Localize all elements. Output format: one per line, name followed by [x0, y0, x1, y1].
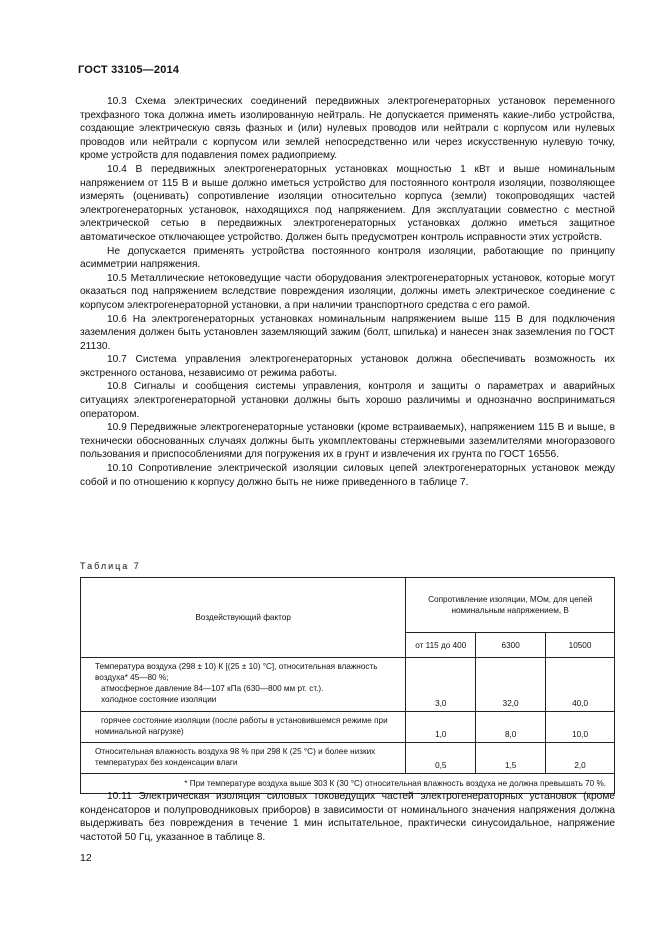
column-header-voltage: от 115 до 400 — [406, 633, 476, 658]
paragraph-10-7: 10.7 Система управления электрогенераторных установок должна обеспечивать возможность их экстренного останова, независимо от режима работы. — [80, 354, 615, 379]
paragraph-10-10: 10.10 Сопротивление электрической изоляции силовых цепей электрогенераторных установок между собой и по отношению к корпусу должно быть не ниже приведенного в таблице 7. — [80, 463, 615, 488]
factor-line: холодное состояние изоляции — [101, 695, 217, 704]
body-text — [80, 95, 615, 489]
factor-line: Температура воздуха (298 ± 10) К [(25 ± 10) °С], относительная влажность воздуха* 45—80 %; — [95, 662, 378, 682]
value-cell: 8,0 — [476, 712, 546, 743]
factor-line: атмосферное давление 84—107 кПа (630—800 мм рт. ст.). — [101, 684, 324, 693]
factor-line: Относительная влажность воздуха 98 % при 298 К (25 °С) и более низких температурах без конденсации влаги — [95, 747, 376, 767]
table-footnote: * При температуре воздуха выше 303 К (30 °С) относительная влажность воздуха не должна превышать 70 %. — [81, 774, 615, 794]
paragraph-10-8: 10.8 Сигналы и сообщения системы управления, контроля и защиты о параметрах и аварийных ситуациях электрогенераторной установки должны быть хорошо различимы и однозначно восприниматься оператором. — [80, 381, 615, 420]
column-header-voltage: 10500 — [546, 633, 615, 658]
paragraph-10-4-note: Не допускается применять устройства постоянного контроля изоляции, работающие по принципу асимметрии напряжения. — [80, 245, 615, 271]
factor-cell — [81, 712, 406, 743]
paragraph-10-11: 10.11 Электрическая изоляция силовых токоведущих частей электрогенераторных установок (кроме конденсаторов и полупроводниковых приборов) в зависимости от номинального значения напряжения должна выдерживать без повреждения в течение 1 мин испытательное, практически синусоидальное, напряжение частотой 50 Гц, указанное в таблице 8. — [80, 791, 615, 843]
paragraph-10-5: 10.5 Металлические нетоковедущие части оборудования электрогенераторных установок, которые могут оказаться под напряжением вследствие повреждения изоляции, должны иметь электрическое соединение с корпусом электрогенераторной установки, а при наличии транспортного средства с его рамой. — [80, 272, 615, 311]
table-caption: Таблица 7 — [80, 561, 141, 571]
paragraph-10-9: 10.9 Передвижные электрогенераторные установки (кроме встраиваемых), напряжением 115 В и выше, в технически обоснованных случаях должны быть укомплектованы стержневыми заземлителями многоразового пользования и приспособлениями для погружения их в грунт и извлечения их грунта по ГОСТ 16556. — [80, 422, 615, 461]
table-row — [81, 743, 615, 774]
value-cell: 2,0 — [546, 743, 615, 774]
table-row — [81, 658, 615, 712]
factor-line: горячее состояние изоляции (после работы в установившемся режиме при номинальной нагрузке) — [95, 716, 388, 736]
column-header-factor: Воздействующий фактор — [81, 578, 406, 658]
value-cell: 3,0 — [406, 658, 476, 712]
factor-cell — [81, 658, 406, 712]
paragraph-10-3: 10.3 Схема электрических соединений передвижных электрогенераторных установок переменного трехфазного тока должна иметь изолированную нейтраль. Не допускается применять какие-либо устройства, создающие электрическую связь фазных и (или) нулевых проводов или нейтрали с корпусом или нулевых проводов или нейтрали с корпусом или землей непосредственно или через искусственную нулевую точку, кроме устройств для подавления помех радиоприему. — [80, 96, 615, 162]
document-header: ГОСТ 33105—2014 — [78, 64, 180, 76]
value-cell: 1,0 — [406, 712, 476, 743]
page-number: 12 — [80, 852, 92, 864]
paragraph-10-4: 10.4 В передвижных электрогенераторных установках мощностью 1 кВт и выше номинальным напряжением от 115 В и выше должно иметься устройство для постоянного контроля изоляции, позволяющее измерять (оценивать) сопротивление изоляции относительно корпуса (земли) токопроводящих частей электрогенераторных установок, находящихся под напряжением. Для эксплуатации совместно с местной электрической сетью в передвижных электрогенераторных установках должно иметься защитное автоматическое отключающее устройство. Должен быть предусмотрен контроль исправности этих устройств. — [80, 163, 615, 243]
paragraph-10-6: 10.6 На электрогенераторных установках номинальным напряжением выше 115 В для подключения заземления должен быть установлен заземляющий зажим (болт, шпилька) и нанесен знак заземления по ГОСТ 21130. — [80, 313, 615, 352]
value-cell: 1,5 — [476, 743, 546, 774]
table-row — [81, 712, 615, 743]
factor-cell — [81, 743, 406, 774]
value-cell: 0,5 — [406, 743, 476, 774]
column-header-voltage: 6300 — [476, 633, 546, 658]
insulation-resistance-table — [80, 577, 615, 794]
value-cell: 10,0 — [546, 712, 615, 743]
value-cell: 40,0 — [546, 658, 615, 712]
body-text-after-table — [80, 790, 615, 844]
value-cell: 32,0 — [476, 658, 546, 712]
column-header-resistance: Сопротивление изоляции, МОм, для цепей номинальным напряжением, В — [406, 578, 615, 633]
